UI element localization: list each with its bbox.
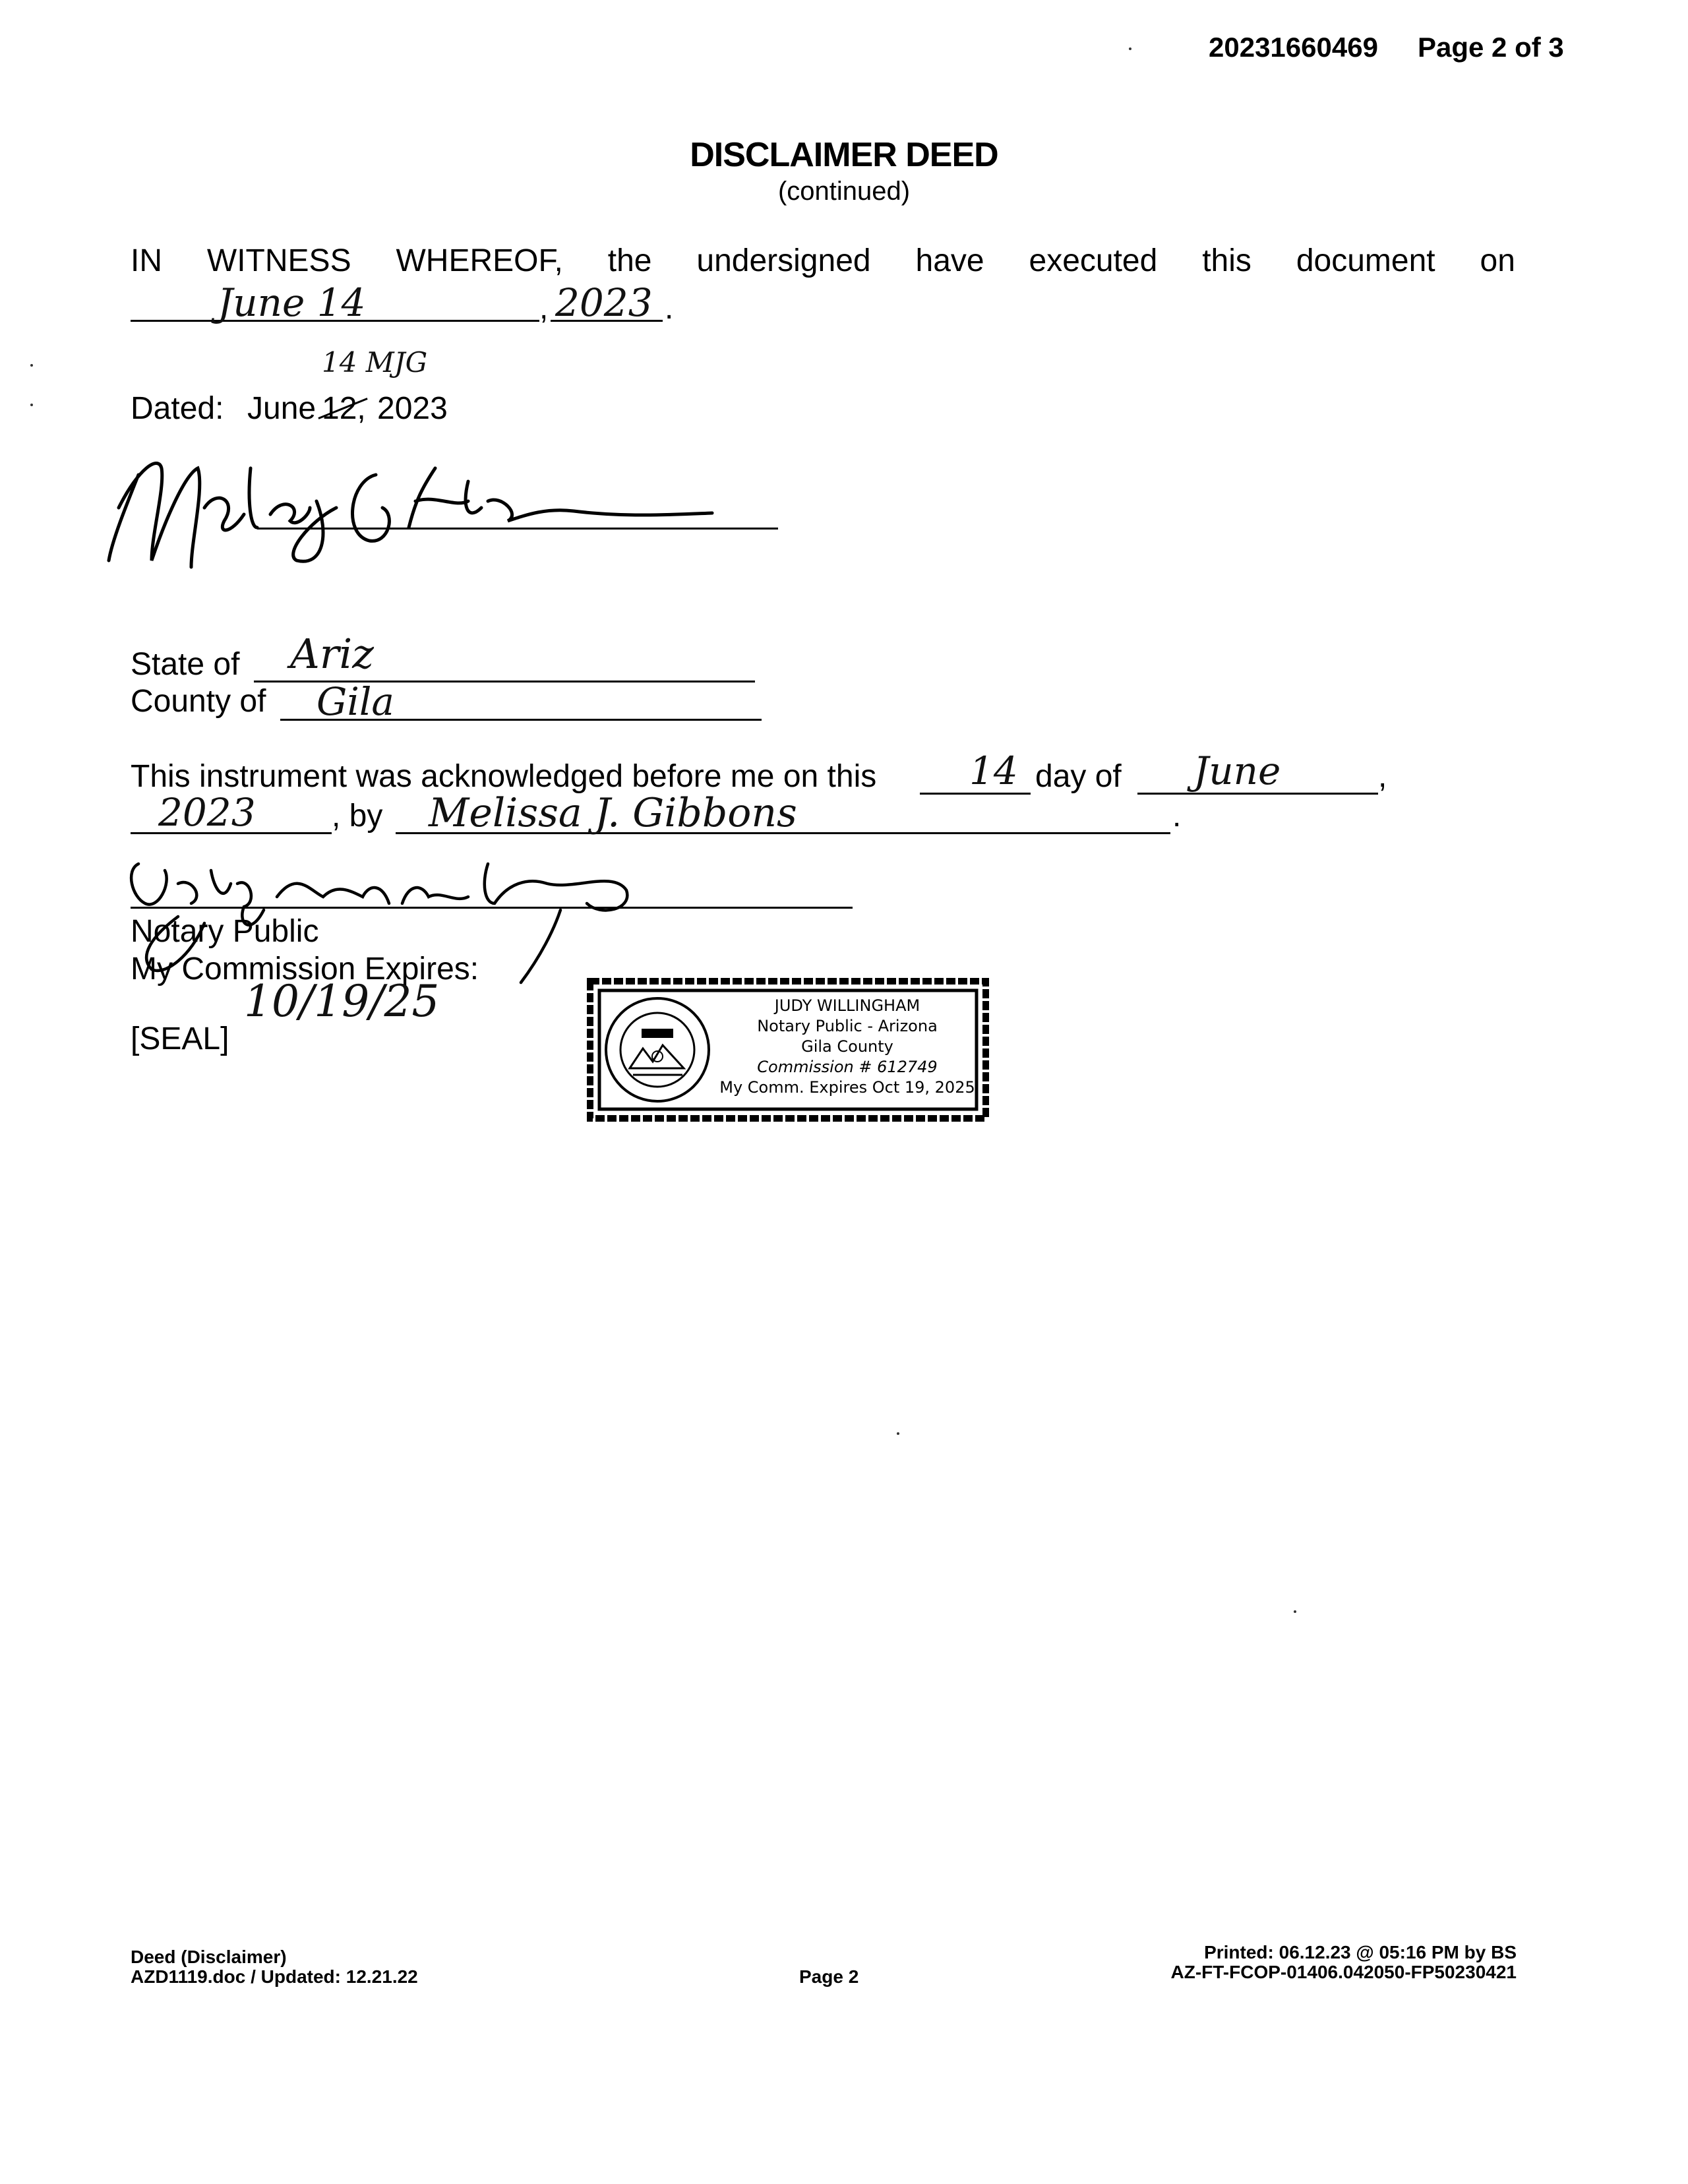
- ack-name-handwritten: Melissa J. Gibbons: [429, 790, 797, 836]
- stamp-name: JUDY WILLINGHAM: [774, 996, 920, 1015]
- witness-word: on: [1480, 243, 1515, 278]
- witness-word: this: [1202, 243, 1251, 278]
- footer-printed: Printed: 06.12.23 @ 05:16 PM by BS: [1204, 1942, 1517, 1962]
- witness-period: .: [665, 291, 674, 326]
- state-seal-emblem: [603, 996, 712, 1105]
- seal-label: [SEAL]: [131, 1021, 229, 1056]
- state-label: State of: [131, 647, 240, 682]
- dated-struck-day: 12,: [322, 391, 366, 426]
- witness-word: undersigned: [696, 243, 871, 278]
- county-handwritten: Gila: [316, 679, 395, 724]
- ack-by-text: , by: [332, 799, 383, 834]
- document-number: 20231660469: [1209, 32, 1378, 63]
- scan-speck: [897, 1432, 899, 1435]
- footer-file-updated: AZD1119.doc / Updated: 12.21.22: [131, 1966, 418, 1987]
- witness-clause: [131, 243, 1515, 279]
- notary-title: Notary Public: [131, 914, 319, 949]
- dated-label: Dated:: [131, 391, 224, 426]
- county-label: County of: [131, 684, 266, 719]
- notary-signature-line: [131, 907, 853, 909]
- witness-word: IN: [131, 243, 162, 278]
- witness-word: document: [1296, 243, 1435, 278]
- stamp-title: Notary Public - Arizona: [757, 1017, 938, 1035]
- witness-word: WHEREOF,: [396, 243, 563, 278]
- footer-file-code: AZ-FT-FCOP-01406.042050-FP50230421: [1170, 1962, 1517, 1982]
- scan-speck: [1129, 47, 1131, 50]
- notary-stamp: [584, 976, 992, 1124]
- witness-year-handwritten: 2023: [555, 280, 653, 325]
- document-subtitle: (continued): [777, 177, 911, 206]
- footer-form-name: Deed (Disclaimer): [131, 1947, 287, 1967]
- witness-comma: ,: [539, 291, 549, 326]
- witness-word: WITNESS: [206, 243, 351, 278]
- date-correction-initials: 14 MJG: [322, 346, 428, 379]
- ack-day-of-text: day of: [1035, 759, 1122, 794]
- stamp-expires: My Comm. Expires Oct 19, 2025: [719, 1078, 975, 1097]
- scan-speck: [1294, 1610, 1296, 1613]
- page-indicator: Page 2 of 3: [1418, 32, 1564, 63]
- signature-line: [257, 528, 778, 530]
- ack-period: .: [1172, 799, 1182, 834]
- ack-day-handwritten: 14: [969, 748, 1018, 793]
- stamp-county: Gila County: [801, 1037, 893, 1056]
- state-handwritten: Ariz: [290, 630, 374, 678]
- dated-month: June: [247, 391, 316, 426]
- witness-word: the: [607, 243, 652, 278]
- footer-page-number: Page 2: [799, 1966, 859, 1987]
- ack-year-handwritten: 2023: [158, 790, 256, 835]
- witness-date-handwritten: June 14: [218, 280, 366, 325]
- dated-year: 2023: [377, 391, 448, 426]
- scan-speck: [30, 404, 33, 406]
- commission-expires-handwritten: 10/19/25: [244, 976, 440, 1027]
- grantor-signature: [99, 429, 791, 580]
- ack-comma: ,: [1378, 759, 1387, 794]
- acknowledgment-text: This instrument was acknowledged before me on this: [131, 759, 877, 794]
- witness-word: have: [915, 243, 984, 278]
- document-title: DISCLAIMER DEED: [690, 136, 998, 174]
- witness-word: executed: [1029, 243, 1158, 278]
- scan-speck: [30, 364, 33, 367]
- commission-expires-label: My Commission Expires:: [131, 952, 479, 986]
- ack-month-handwritten: June: [1193, 748, 1281, 793]
- stamp-commission: Commission # 612749: [757, 1058, 938, 1076]
